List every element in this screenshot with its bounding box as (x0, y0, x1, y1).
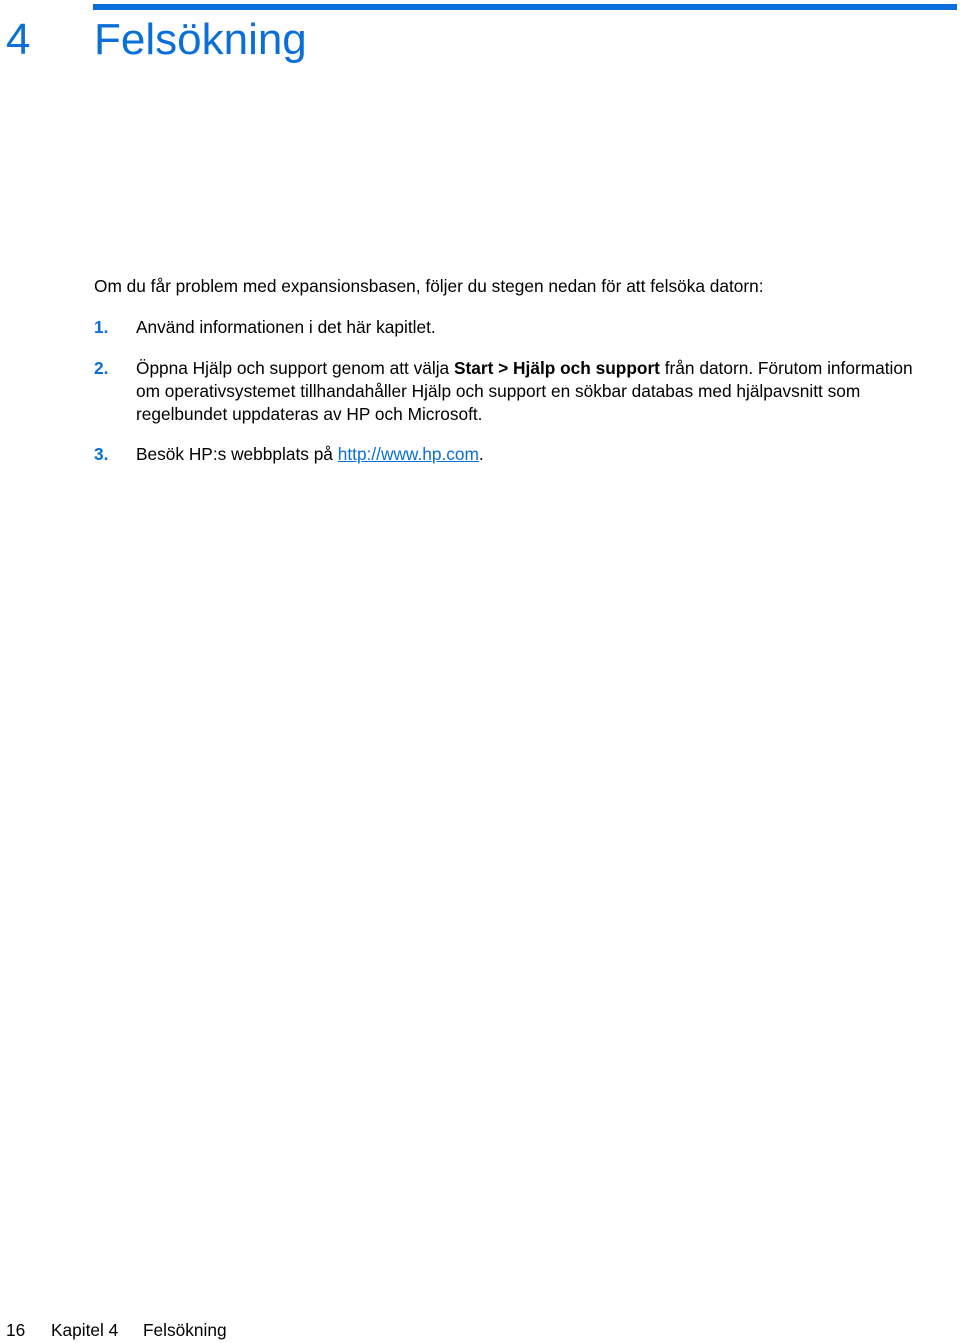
step-number: 2. (94, 357, 109, 378)
chapter-number: 4 (6, 15, 31, 64)
step-1 (94, 316, 914, 339)
step-text-after: . (478, 444, 484, 464)
step-text-before: Öppna Hjälp och support genom att välja (136, 357, 454, 378)
footer-page-number: 16 (6, 1320, 26, 1340)
step-3 (94, 443, 914, 466)
step-text-after: från datorn. Förutom information om operativsystemet tillhandahåller Hjälp och support en sökbar databas med hjälpavsnitt som regelbundet uppdateras av HP och Microsoft. (136, 357, 913, 424)
step-number: 1. (94, 317, 109, 337)
troubleshooting-steps (94, 316, 914, 484)
step-text-before: Besök HP:s webbplats på (136, 444, 338, 464)
chapter-top-rule (93, 4, 957, 10)
footer-chapter-label: Kapitel 4 (51, 1320, 119, 1340)
intro-paragraph: Om du får problem med expansionsbasen, följer du stegen nedan för att felsöka datorn: (94, 276, 764, 296)
menu-path: Start > Hjälp och support (453, 357, 660, 378)
hp-website-link[interactable]: http://www.hp.com (337, 444, 479, 464)
footer-chapter-title: Felsökning (143, 1320, 227, 1340)
chapter-title: Felsökning (94, 15, 307, 64)
step-2 (94, 357, 914, 426)
step-number: 3. (94, 444, 109, 464)
step-text: Använd informationen i det här kapitlet. (136, 317, 436, 337)
